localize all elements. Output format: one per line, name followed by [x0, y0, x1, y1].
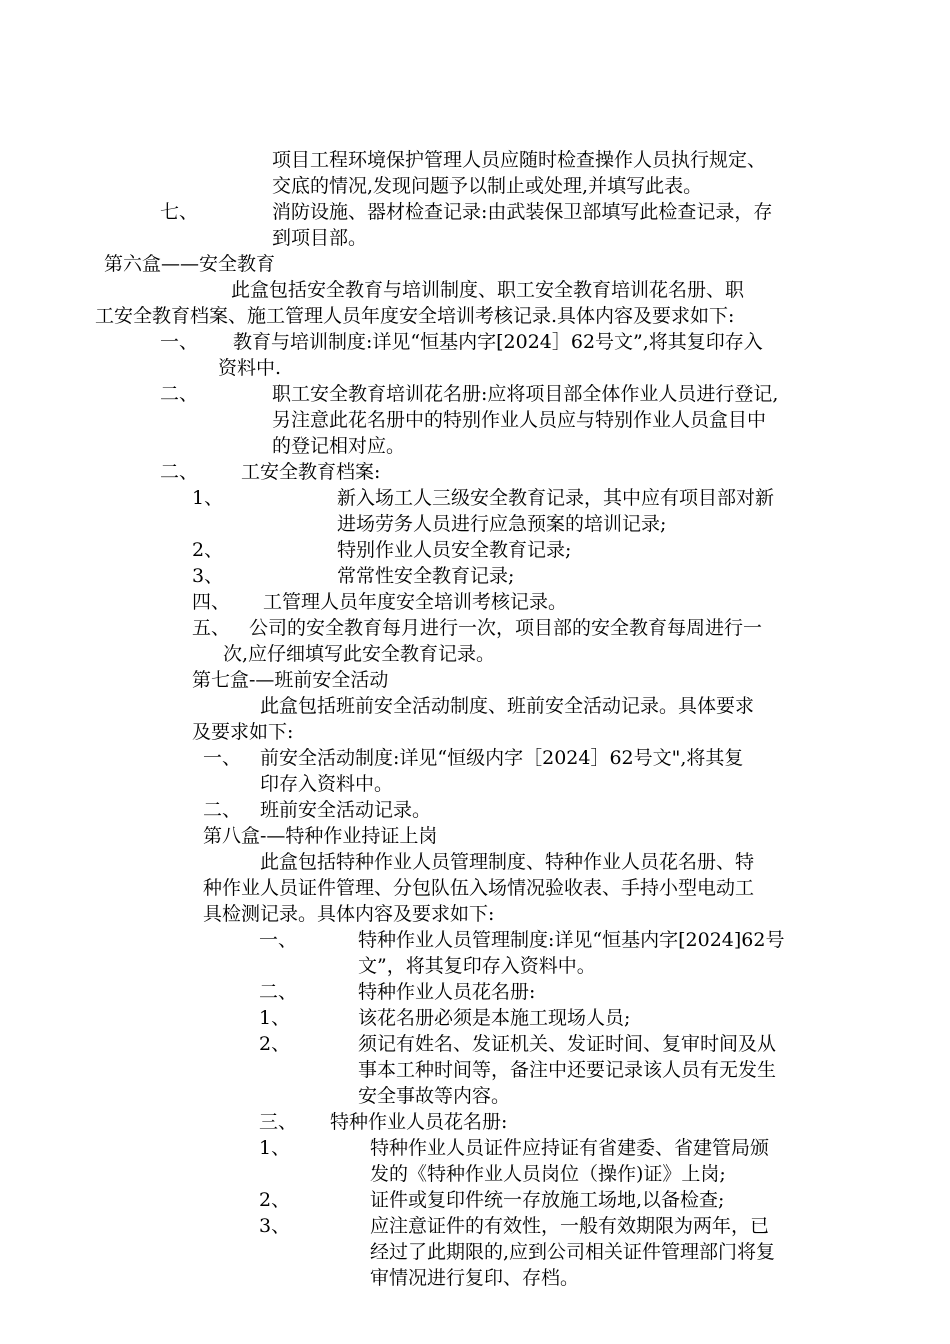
text-line: 新入场工人三级安全教育记录，其中应有项目部对新: [337, 487, 775, 509]
text-line: 工安全教育档案:: [241, 461, 381, 483]
item-number: 二、: [160, 461, 199, 483]
text-line: 工安全教育档案、施工管理人员年度安全培训考核记录.具体内容及要求如下:: [95, 305, 735, 327]
text-line: 职工安全教育培训花名册:应将项目部全体作业人员进行登记,: [272, 383, 779, 405]
text-line: 公司的安全教育每月进行一次，项目部的安全教育每周进行一: [249, 617, 763, 639]
item-number: 二、: [259, 981, 298, 1003]
item-number: 一、: [203, 747, 242, 769]
item-number: 一、: [160, 331, 199, 353]
section-heading: 第七盒-—班前安全活动: [192, 669, 389, 691]
item-number: 三、: [259, 1111, 298, 1133]
text-line: 的登记相对应。: [272, 435, 406, 457]
item-number: 七、: [160, 201, 199, 223]
item-number: 3、: [259, 1215, 291, 1237]
item-number: 2、: [259, 1189, 291, 1211]
item-number: 1、: [259, 1007, 291, 1029]
item-number: 一、: [259, 929, 298, 951]
text-line: 项目工程环境保护管理人员应随时检查操作人员执行规定、: [272, 149, 767, 171]
text-line: 特种作业人员证件应持证有省建委、省建管局颁: [370, 1137, 770, 1159]
section-heading: 第六盒——安全教育: [104, 253, 276, 275]
item-number: 1、: [259, 1137, 291, 1159]
text-line: 须记有姓名、发证机关、发证时间、复审时间及从: [358, 1033, 777, 1055]
text-line: 证件或复印件统一存放施工场地,以备检查;: [370, 1189, 725, 1211]
item-number: 二、: [203, 799, 242, 821]
text-line: 印存入资料中。: [260, 773, 394, 795]
text-line: 应注意证件的有效性，一般有效期限为两年，已: [370, 1215, 770, 1237]
text-line: 前安全活动制度:详见“恒级内字［2024］62号文",将其复: [260, 747, 744, 769]
text-line: 特种作业人员花名册:: [330, 1111, 508, 1133]
text-line: 审情况进行复印、存档。: [370, 1267, 580, 1289]
text-line: 交底的情况,发现问题予以制止或处理,并填写此表。: [272, 175, 703, 197]
text-line: 特种作业人员花名册:: [358, 981, 536, 1003]
text-line: 及要求如下:: [192, 721, 294, 743]
text-line: 到项目部。: [272, 227, 368, 249]
text-line: 特别作业人员安全教育记录;: [337, 539, 572, 561]
text-line: 教育与培训制度:详见“恒基内字[2024］62号文”,将其复印存入: [233, 331, 763, 353]
text-line: 此盒包括特种作业人员管理制度、特种作业人员花名册、特: [260, 851, 755, 873]
text-line: 进场劳务人员进行应急预案的培训记录;: [337, 513, 667, 535]
text-line: 另注意此花名册中的特别作业人员应与特别作业人员盒目中: [272, 409, 767, 431]
text-line: 发的《特种作业人员岗位（操作)证》上岗;: [370, 1163, 726, 1185]
text-line: 资料中.: [218, 357, 282, 379]
text-line: 此盒包括班前安全活动制度、班前安全活动记录。具体要求: [260, 695, 755, 717]
section-heading: 第八盒-—特种作业持证上岗: [203, 825, 438, 847]
text-line: 次,应仔细填写此安全教育记录。: [223, 643, 496, 665]
text-line: 常常性安全教育记录;: [337, 565, 515, 587]
text-line: 文”，将其复印存入资料中。: [358, 955, 596, 977]
text-line: 班前安全活动记录。: [260, 799, 432, 821]
text-line: 经过了此期限的,应到公司相关证件管理部门将复: [370, 1241, 776, 1263]
item-number: 四、: [192, 591, 231, 613]
text-line: 具检测记录。具体内容及要求如下:: [203, 903, 495, 925]
item-number: 二、: [160, 383, 199, 405]
item-number: 3、: [192, 565, 224, 587]
text-line: 事本工种时间等，备注中还要记录该人员有无发生: [358, 1059, 777, 1081]
item-number: 2、: [192, 539, 224, 561]
text-line: 种作业人员证件管理、分包队伍入场情况验收表、手持小型电动工: [203, 877, 755, 899]
text-line: 此盒包括安全教育与培训制度、职工安全教育培训花名册、职: [231, 279, 745, 301]
text-line: 该花名册必须是本施工现场人员;: [358, 1007, 631, 1029]
item-number: 1、: [192, 487, 224, 509]
item-number: 2、: [259, 1033, 291, 1055]
text-line: 安全事故等内容。: [358, 1085, 511, 1107]
item-number: 五、: [192, 617, 231, 639]
text-line: 特种作业人员管理制度:详见“恒基内字[2024]62号: [358, 929, 785, 951]
text-line: 消防设施、器材检查记录:由武装保卫部填写此检查记录，存: [272, 201, 773, 223]
text-line: 工管理人员年度安全培训考核记录。: [263, 591, 568, 613]
